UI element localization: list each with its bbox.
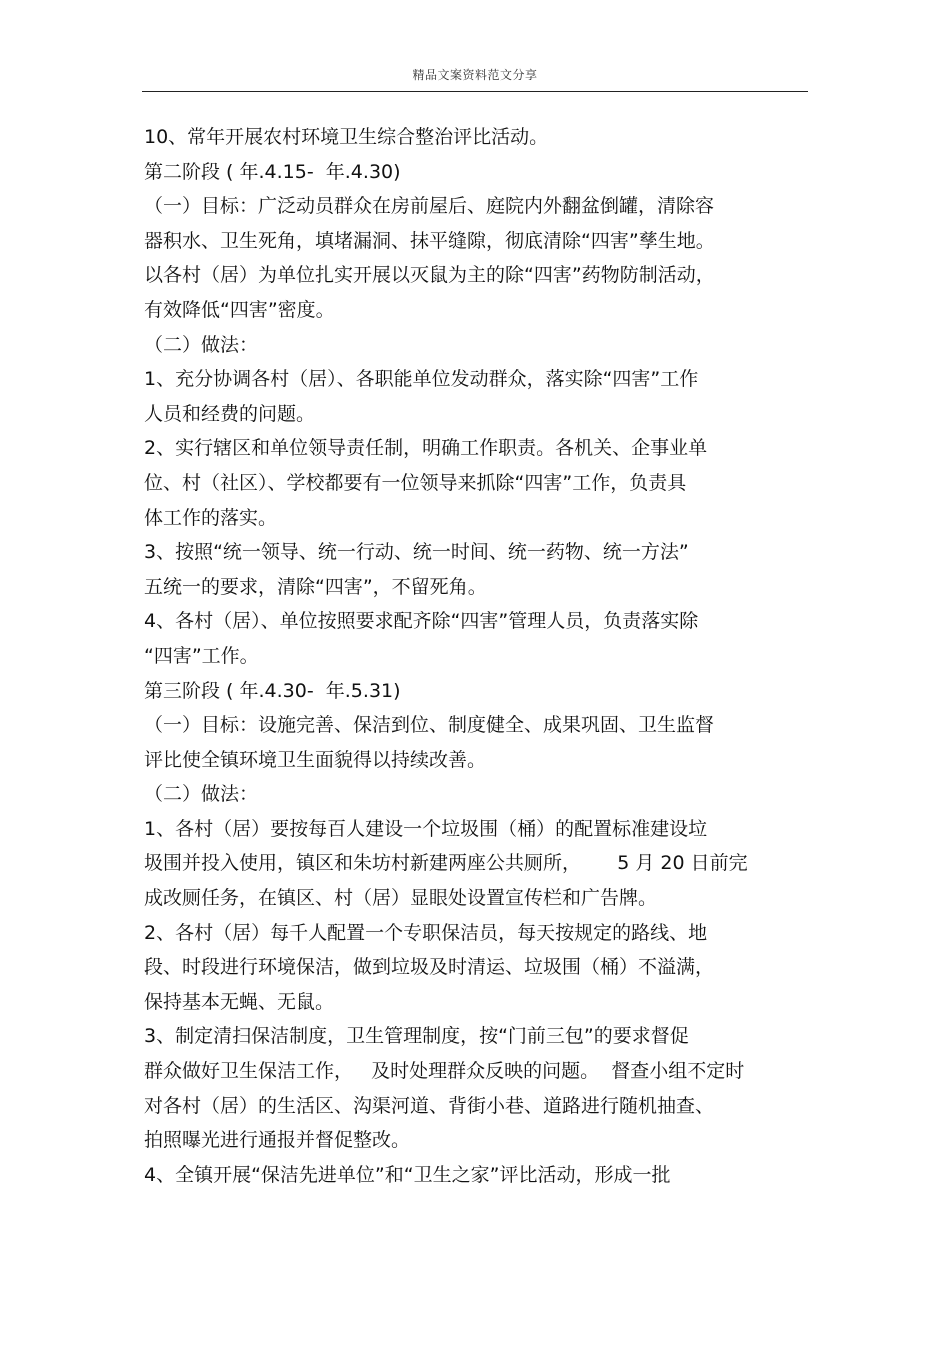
text-line: 4、各村（居）、单位按照要求配齐除“四害”管理人员，负责落实除 [144,610,699,633]
text-line: （二）做法： [144,783,259,806]
section-heading: 第二阶段 ( 年.4.15- 年.4.30) [144,160,401,183]
text-line: 对各村（居）的生活区、沟渠河道、背街小巷、道路进行随机抽查、 [144,1094,715,1117]
text-line: 拍照曝光进行通报并督促整改。 [144,1129,411,1152]
text-line: “四害”工作。 [144,644,259,667]
text-line: 群众做好卫生保洁工作， 及时处理群众反映的问题。 督查小组不定时 [144,1060,745,1083]
text-line: 10、常年开展农村环境卫生综合整治评比活动。 [144,126,549,148]
text-line: （一）目标：设施完善、保洁到位、制度健全、成果巩固、卫生监督 [144,714,715,737]
text-line: 2、各村（居）每千人配置一个专职保洁员，每天按规定的路线、地 [144,921,708,944]
text-line: 成改厕任务，在镇区、村（居）显眼处设置宣传栏和广告牌。 [144,887,658,910]
header-divider [142,91,808,92]
section-heading: 第三阶段 ( 年.4.30- 年.5.31) [144,679,401,702]
page-header: 精品文案资料范文分享 [412,68,538,82]
text-line: 2、实行辖区和单位领导责任制，明确工作职责。各机关、企事业单 [144,437,708,460]
text-line: 保持基本无蝇、无鼠。 [144,990,335,1013]
text-line: 以各村（居）为单位扎实开展以灭鼠为主的除“四害”药物防制活动， [144,264,715,287]
text-line: 4、全镇开展“保洁先进单位”和“卫生之家”评比活动，形成一批 [144,1163,671,1186]
text-line: 3、按照“统一领导、统一行动、统一时间、统一药物、统一方法” [144,541,689,564]
text-line: 位、村（社区）、学校都要有一位领导来抓除“四害”工作，负责具 [144,471,687,494]
text-line: 体工作的落实。 [144,506,278,529]
text-line: 有效降低“四害”密度。 [144,298,335,321]
text-line: 段、时段进行环境保洁，做到垃圾及时清运、垃圾围（桶）不溢满， [144,956,715,979]
text-line: 评比使全镇环境卫生面貌得以持续改善。 [144,748,487,771]
text-line: 1、各村（居）要按每百人建设一个垃圾围（桶）的配置标准建设垃 [144,817,708,840]
text-line: 器积水、卫生死角，填堵漏洞、抹平缝隙，彻底清除“四害”孳生地。 [144,229,715,252]
text-line: 1、充分协调各村（居）、各职能单位发动群众，落实除“四害”工作 [144,368,699,391]
text-line: （二）做法： [144,333,259,356]
document-body [144,120,824,1192]
text-line: 人员和经费的问题。 [144,402,316,425]
text-line: （一）目标：广泛动员群众在房前屋后、庭院内外翻盆倒罐，清除容 [144,195,715,218]
text-line: 3、制定清扫保洁制度，卫生管理制度，按“门前三包”的要求督促 [144,1025,689,1048]
text-line: 五统一的要求，清除“四害”，不留死角。 [144,575,487,598]
text-line: 圾围并投入使用，镇区和朱坊村新建两座公共厕所， 5 月 20 日前完 [144,852,748,875]
